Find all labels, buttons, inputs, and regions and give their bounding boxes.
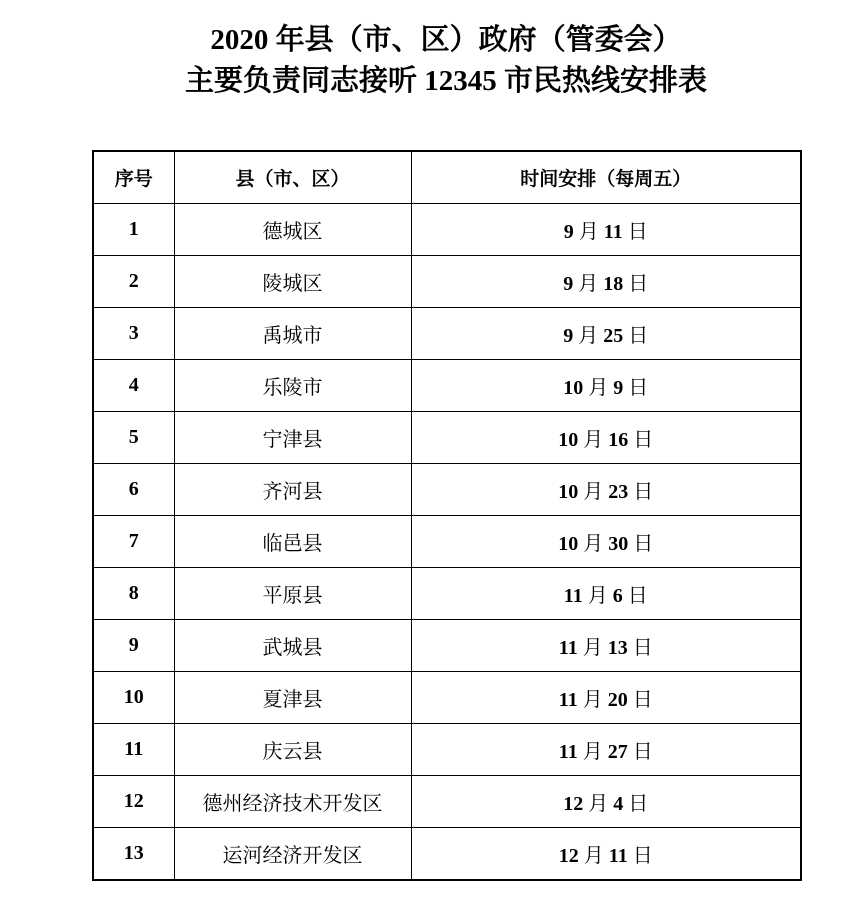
table-row — [93, 464, 801, 516]
row-number-cell: 12 — [93, 776, 174, 828]
column-header-serial-number: 序号 — [93, 151, 174, 204]
date-cell: 11 月 27 日 — [411, 724, 801, 776]
row-number-cell: 8 — [93, 568, 174, 620]
row-number-cell: 10 — [93, 672, 174, 724]
date-cell: 10 月 9 日 — [411, 360, 801, 412]
row-number-cell: 7 — [93, 516, 174, 568]
row-number-cell: 6 — [93, 464, 174, 516]
table-row — [93, 412, 801, 464]
row-number-cell: 5 — [93, 412, 174, 464]
date-cell: 10 月 23 日 — [411, 464, 801, 516]
row-number-cell: 1 — [93, 204, 174, 256]
district-cell: 运河经济开发区 — [174, 828, 411, 881]
date-cell: 10 月 30 日 — [411, 516, 801, 568]
date-cell: 9 月 18 日 — [411, 256, 801, 308]
district-cell: 齐河县 — [174, 464, 411, 516]
district-cell: 禹城市 — [174, 308, 411, 360]
date-cell: 9 月 11 日 — [411, 204, 801, 256]
row-number-cell: 13 — [93, 828, 174, 881]
row-number-cell: 2 — [93, 256, 174, 308]
table-row — [93, 776, 801, 828]
row-number-cell: 4 — [93, 360, 174, 412]
table-row — [93, 204, 801, 256]
district-cell: 德城区 — [174, 204, 411, 256]
district-cell: 乐陵市 — [174, 360, 411, 412]
date-cell: 12 月 11 日 — [411, 828, 801, 881]
table-row — [93, 672, 801, 724]
column-header-time-arrangement: 时间安排（每周五） — [411, 151, 801, 204]
table-row — [93, 308, 801, 360]
column-header-district: 县（市、区） — [174, 151, 411, 204]
row-number-cell: 11 — [93, 724, 174, 776]
page-title-line-2: 主要负责同志接听 12345 市民热线安排表 — [184, 65, 707, 97]
date-cell: 10 月 16 日 — [411, 412, 801, 464]
date-cell: 12 月 4 日 — [411, 776, 801, 828]
district-cell: 平原县 — [174, 568, 411, 620]
date-cell: 11 月 20 日 — [411, 672, 801, 724]
table-row — [93, 256, 801, 308]
district-cell: 庆云县 — [174, 724, 411, 776]
table-row — [93, 516, 801, 568]
district-cell: 武城县 — [174, 620, 411, 672]
table-row — [93, 620, 801, 672]
page-title-line-1: 2020 年县（市、区）政府（管委会） — [210, 24, 682, 56]
district-cell: 临邑县 — [174, 516, 411, 568]
hotline-schedule-table — [92, 150, 802, 881]
row-number-cell: 9 — [93, 620, 174, 672]
document-title — [0, 0, 800, 102]
date-cell: 11 月 6 日 — [411, 568, 801, 620]
table-header-row — [93, 151, 801, 204]
table-body — [93, 204, 801, 881]
date-cell: 9 月 25 日 — [411, 308, 801, 360]
date-cell: 11 月 13 日 — [411, 620, 801, 672]
table-row — [93, 724, 801, 776]
district-cell: 德州经济技术开发区 — [174, 776, 411, 828]
district-cell: 陵城区 — [174, 256, 411, 308]
district-cell: 宁津县 — [174, 412, 411, 464]
row-number-cell: 3 — [93, 308, 174, 360]
table-row — [93, 360, 801, 412]
district-cell: 夏津县 — [174, 672, 411, 724]
table-row — [93, 568, 801, 620]
table-row — [93, 828, 801, 881]
